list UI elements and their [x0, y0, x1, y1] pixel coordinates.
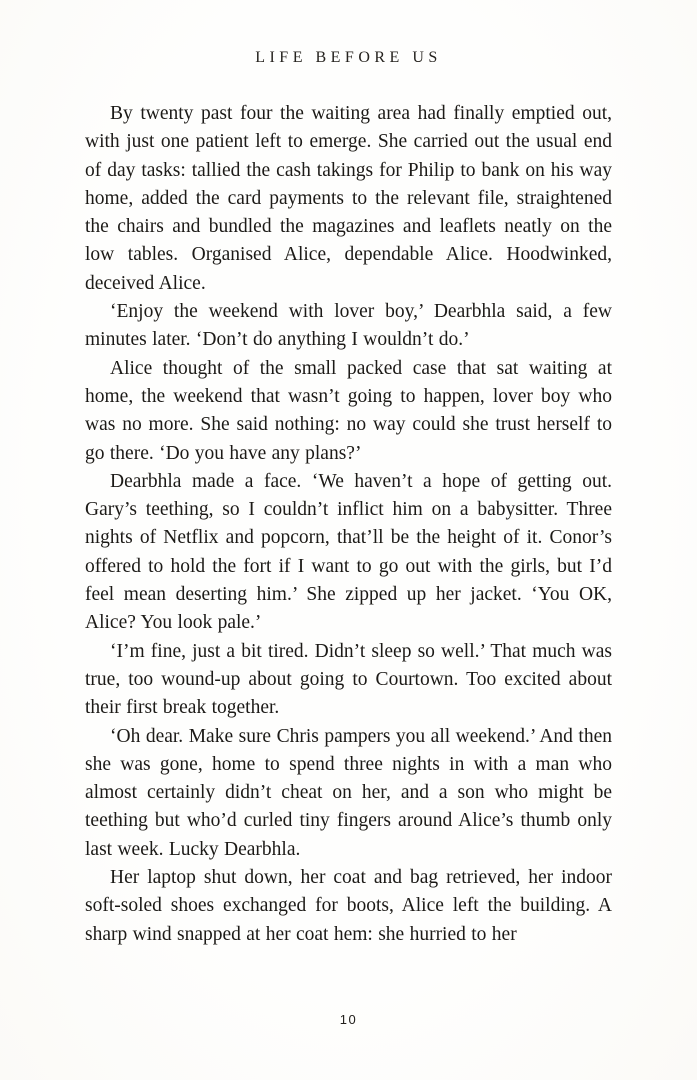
- paragraph: Dearbhla made a face. ‘We haven’t a hope of getting out. Gary’s teething, so I couldn’t inflict him on a babysitter. Three nights of Netflix and popcorn, that’ll be the height of it. Conor’s offered to hold the fort if I want to go out with the girls, but I’d feel mean deserting him.’ She zipped up her jacket. ‘You OK, Alice? You look pale.’: [85, 470, 612, 634]
- paragraph: ‘Oh dear. Make sure Chris pampers you all weekend.’ And then she was gone, home to spend three nights in with a man who almost certainly didn’t cheat on her, and a son who might be teething but who’d curled tiny fingers around Alice’s thumb only last week. Lucky Dearbhla.: [85, 725, 612, 860]
- body-text: [85, 100, 612, 949]
- running-header: LIFE BEFORE US: [255, 49, 442, 66]
- paragraph: ‘Enjoy the weekend with lover boy,’ Dearbhla said, a few minutes later. ‘Don’t do anything I wouldn’t do.’: [85, 301, 612, 351]
- paragraph: By twenty past four the waiting area had finally emptied out, with just one patient left to emerge. She carried out the usual end of day tasks: tallied the cash takings for Philip to bank on his way home, added the card payments to the relevant file, straightened the chairs and bundled the magazines and leaflets neatly on the low tables. Organised Alice, dependable Alice. Hoodwinked, deceived Alice.: [85, 103, 612, 294]
- paragraph: Her laptop shut down, her coat and bag retrieved, her indoor soft-soled shoes exchanged for boots, Alice left the building. A sharp wind snapped at her coat hem: she hurried to her: [85, 867, 612, 945]
- paragraph: ‘I’m fine, just a bit tired. Didn’t sleep so well.’ That much was true, too wound-up about going to Courtown. Too excited about their first break together.: [85, 640, 612, 719]
- page-number: 10: [339, 1012, 358, 1027]
- paragraph: Alice thought of the small packed case that sat waiting at home, the weekend that wasn’t going to happen, lover boy who was no more. She said nothing: no way could she trust herself to go there. ‘Do you have any plans?’: [85, 357, 612, 464]
